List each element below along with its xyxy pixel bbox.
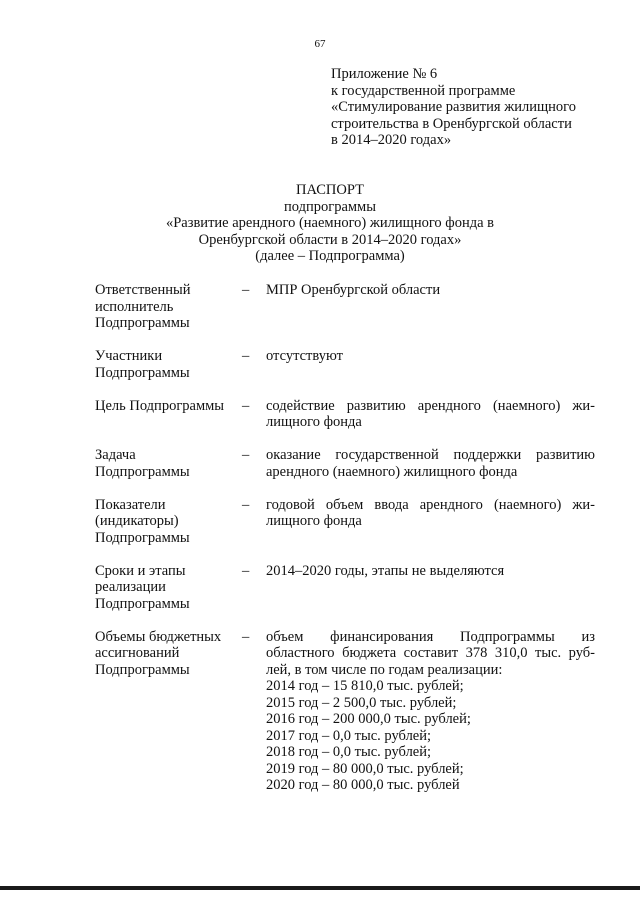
budget-year-line: 2019 год – 80 000,0 тыс. рублей; [266, 760, 464, 777]
passport-title-line: «Развитие арендного (наемного) жилищного фонда в [165, 215, 494, 231]
budget-year-line: 2020 год – 80 000,0 тыс. рублей [266, 777, 460, 793]
appendix-line: «Стимулирование развития жилищного [331, 99, 576, 115]
row-value: объем финансирования Подпрограммы из областного бюджета составит 378 310,0 тыс. руб- лей, в том числе по годам реализации: 2014 год – 15 810,0 тыс. рублей; 2015 год – 2 500,0 тыс. рублей; 2016 год – 200 000,0 тыс. рублей; 2017 год – 0,0 тыс. рублей; 2018 год – 0,0 тыс. рублей; 2019 год – 80 000,0 тыс. рублей; 2020 год – 80 000,0 тыс. рублей [266, 628, 595, 793]
row-label: Участники Подпрограммы [95, 348, 190, 381]
passport-row-participants [95, 348, 595, 381]
row-label: Показатели (индикаторы) Подпрограммы [95, 496, 190, 546]
passport-row-goal [95, 398, 595, 431]
passport-row-timeline [95, 563, 595, 613]
row-value: содействие развитию арендного (наемного) жи- лищного фонда [266, 397, 595, 430]
appendix-line: в 2014–2020 годах» [331, 132, 452, 148]
page-number: 67 [314, 38, 326, 50]
row-dash: – [242, 397, 250, 414]
passport-table [95, 282, 595, 794]
row-dash: – [242, 348, 250, 364]
row-value: отсутствуют [266, 348, 343, 364]
row-dash: – [242, 447, 250, 463]
budget-year-line: 2017 год – 0,0 тыс. рублей; [266, 727, 432, 744]
row-dash: – [242, 628, 250, 645]
row-value: оказание государственной поддержки развитию арендного (наемного) жилищного фонда [266, 447, 595, 480]
row-label: Объемы бюджетных ассигнований Подпрограммы [95, 628, 222, 678]
row-dash: – [242, 562, 250, 579]
budget-year-line: 2016 год – 200 000,0 тыс. рублей; [266, 711, 471, 727]
passport-title-line: Оренбургской области в 2014–2020 годах» [198, 231, 462, 248]
appendix-line: Приложение № 6 [331, 66, 438, 82]
row-value: 2014–2020 годы, этапы не выделяются [266, 562, 505, 579]
appendix-header [331, 66, 621, 149]
passport-heading: ПАСПОРТ [296, 182, 364, 198]
passport-title-block [0, 182, 640, 265]
row-value: МПР Оренбургской области [266, 282, 441, 298]
passport-title-line: подпрограммы [284, 198, 376, 215]
row-value: годовой объем ввода арендного (наемного) жи- лищного фонда [266, 496, 595, 529]
passport-row-indicators [95, 497, 595, 547]
budget-year-line: 2014 год – 15 810,0 тыс. рублей; [266, 678, 464, 694]
budget-year-line: 2018 год – 0,0 тыс. рублей; [266, 744, 432, 760]
passport-row-responsible [95, 282, 595, 332]
row-label: Сроки и этапы реализации Подпрограммы [95, 562, 190, 612]
budget-year-line: 2015 год – 2 500,0 тыс. рублей; [266, 694, 457, 711]
row-label: Ответственный исполнитель Подпрограммы [95, 282, 191, 331]
appendix-line: к государственной программе [331, 82, 516, 99]
row-label: Цель Подпрограммы [95, 397, 225, 414]
appendix-line: строительства в Оренбургской области [331, 115, 572, 132]
row-label: Задача Подпрограммы [95, 447, 190, 480]
row-dash: – [242, 496, 250, 513]
passport-row-budget [95, 629, 595, 794]
passport-title-line: (далее – Подпрограмма) [255, 248, 405, 264]
passport-row-task [95, 447, 595, 480]
row-dash: – [242, 282, 250, 298]
page-bottom-rule [0, 886, 640, 890]
